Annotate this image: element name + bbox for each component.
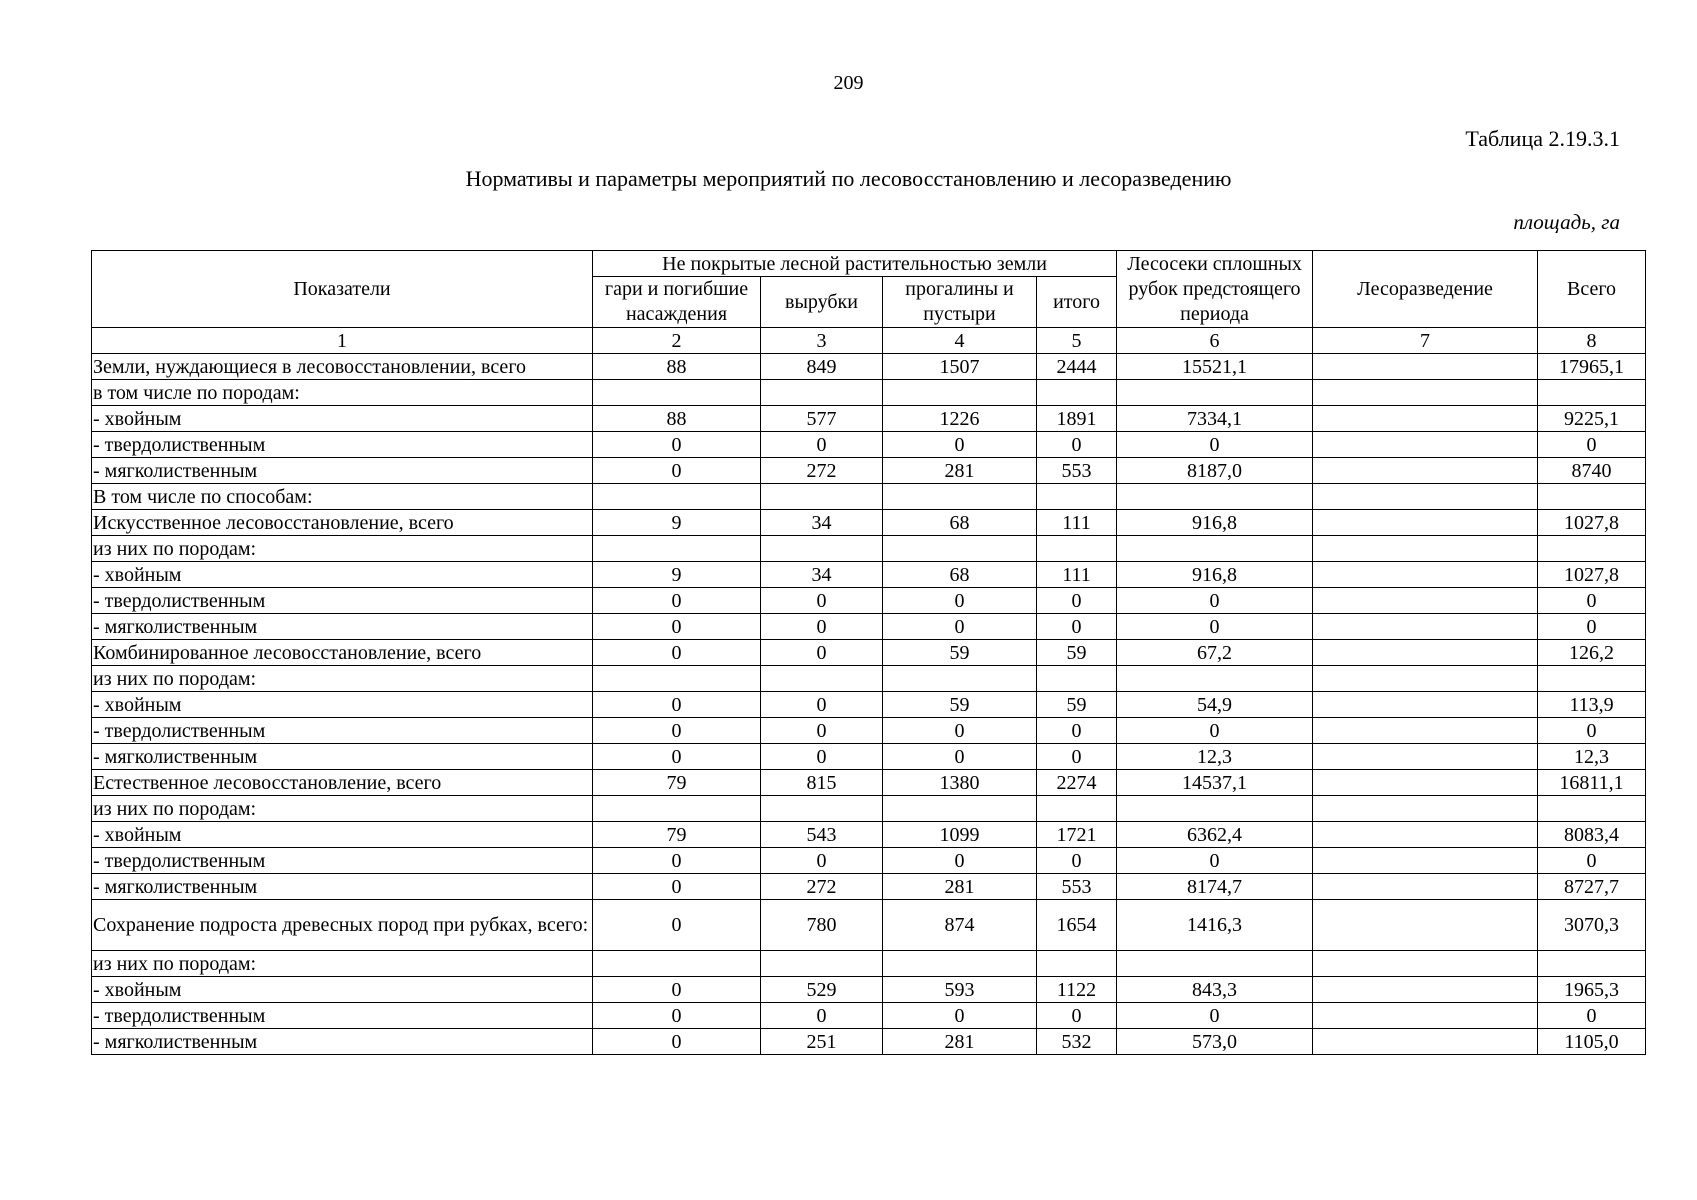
- row-label: Естественное лесовосстановление, всего: [92, 770, 593, 796]
- cell-c8: 0: [1538, 588, 1646, 614]
- cell-c2: 88: [593, 354, 761, 380]
- cell-c5: 553: [1037, 458, 1117, 484]
- cell-c7: [1313, 692, 1538, 718]
- table-row: [92, 874, 1646, 900]
- cell-c4: [883, 666, 1037, 692]
- table-reference: Таблица 2.19.3.1: [1465, 126, 1620, 151]
- cell-c8: 8740: [1538, 458, 1646, 484]
- cell-c5: 0: [1037, 1003, 1117, 1029]
- cell-c2: 0: [593, 692, 761, 718]
- cell-c6: 14537,1: [1117, 770, 1313, 796]
- cell-c7: [1313, 822, 1538, 848]
- cell-c8: 17965,1: [1538, 354, 1646, 380]
- row-label: Земли, нуждающиеся в лесовосстановлении, всего: [92, 354, 593, 380]
- cell-c4: 874: [883, 900, 1037, 951]
- cell-c2: [593, 796, 761, 822]
- cell-c2: 0: [593, 1029, 761, 1055]
- cell-c7: [1313, 951, 1538, 977]
- row-label: - твердолиственным: [92, 848, 593, 874]
- cell-c3: [761, 796, 883, 822]
- row-label: из них по породам:: [92, 951, 593, 977]
- cell-c3: 34: [761, 562, 883, 588]
- cell-c8: 3070,3: [1538, 900, 1646, 951]
- cell-c3: 543: [761, 822, 883, 848]
- cell-c3: 0: [761, 848, 883, 874]
- row-label: из них по породам:: [92, 796, 593, 822]
- column-number: 3: [761, 328, 883, 354]
- row-label: - хвойным: [92, 406, 593, 432]
- cell-c3: 272: [761, 874, 883, 900]
- cell-c5: [1037, 536, 1117, 562]
- cell-c4: 0: [883, 588, 1037, 614]
- cell-c4: 59: [883, 640, 1037, 666]
- cell-c7: [1313, 977, 1538, 1003]
- cell-c6: 916,8: [1117, 562, 1313, 588]
- cell-c7: [1313, 510, 1538, 536]
- cell-c4: 0: [883, 432, 1037, 458]
- cell-c5: [1037, 484, 1117, 510]
- cell-c7: [1313, 484, 1538, 510]
- cell-c8: 1965,3: [1538, 977, 1646, 1003]
- cell-c3: [761, 380, 883, 406]
- cell-c8: [1538, 484, 1646, 510]
- cell-c4: [883, 484, 1037, 510]
- cell-c3: [761, 951, 883, 977]
- row-label: - твердолиственным: [92, 432, 593, 458]
- cell-c6: [1117, 666, 1313, 692]
- cell-c6: 916,8: [1117, 510, 1313, 536]
- cell-c4: [883, 951, 1037, 977]
- cell-c3: 849: [761, 354, 883, 380]
- table-row: [92, 380, 1646, 406]
- cell-c7: [1313, 380, 1538, 406]
- row-label: Искусственное лесовосстановление, всего: [92, 510, 593, 536]
- cell-c4: 0: [883, 1003, 1037, 1029]
- cell-c4: 0: [883, 614, 1037, 640]
- table-row: [92, 588, 1646, 614]
- cell-c6: 8174,7: [1117, 874, 1313, 900]
- cell-c3: 815: [761, 770, 883, 796]
- column-number: 7: [1313, 328, 1538, 354]
- cell-c3: 272: [761, 458, 883, 484]
- cell-c6: 0: [1117, 432, 1313, 458]
- cell-c6: 1416,3: [1117, 900, 1313, 951]
- cell-c5: 0: [1037, 744, 1117, 770]
- table-row: [92, 510, 1646, 536]
- cell-c6: 6362,4: [1117, 822, 1313, 848]
- cell-c6: 0: [1117, 588, 1313, 614]
- cell-c3: 34: [761, 510, 883, 536]
- cell-c7: [1313, 666, 1538, 692]
- header-afforestation: Лесоразведение: [1313, 251, 1538, 328]
- column-number: 1: [92, 328, 593, 354]
- header-group-unforested: Не покрытые лесной растительностью земли: [593, 251, 1117, 277]
- cell-c8: 0: [1538, 432, 1646, 458]
- cell-c7: [1313, 458, 1538, 484]
- row-label: Комбинированное лесовосстановление, всего: [92, 640, 593, 666]
- column-number: 8: [1538, 328, 1646, 354]
- cell-c6: [1117, 796, 1313, 822]
- table-row: [92, 458, 1646, 484]
- cell-c5: 0: [1037, 848, 1117, 874]
- cell-c5: 553: [1037, 874, 1117, 900]
- cell-c8: 8727,7: [1538, 874, 1646, 900]
- cell-c5: 111: [1037, 510, 1117, 536]
- cell-c7: [1313, 354, 1538, 380]
- cell-c5: 1721: [1037, 822, 1117, 848]
- cell-c5: 0: [1037, 718, 1117, 744]
- cell-c7: [1313, 1003, 1538, 1029]
- cell-c2: 0: [593, 1003, 761, 1029]
- cell-c7: [1313, 770, 1538, 796]
- cell-c4: 1226: [883, 406, 1037, 432]
- cell-c4: 0: [883, 718, 1037, 744]
- column-number: 6: [1117, 328, 1313, 354]
- cell-c3: [761, 536, 883, 562]
- cell-c8: [1538, 951, 1646, 977]
- cell-c4: [883, 380, 1037, 406]
- cell-c5: 59: [1037, 692, 1117, 718]
- column-number: 5: [1037, 328, 1117, 354]
- cell-c8: 0: [1538, 614, 1646, 640]
- row-label: В том числе по способам:: [92, 484, 593, 510]
- table-row: [92, 900, 1646, 951]
- table-row: [92, 796, 1646, 822]
- cell-c6: 8187,0: [1117, 458, 1313, 484]
- cell-c7: [1313, 1029, 1538, 1055]
- header-burned: гари и погибшие насаждения: [593, 277, 761, 328]
- cell-c8: 1027,8: [1538, 510, 1646, 536]
- row-label: - твердолиственным: [92, 718, 593, 744]
- header-cutting-areas: Лесосеки сплошных рубок предстоящего периода: [1117, 251, 1313, 328]
- cell-c8: 16811,1: [1538, 770, 1646, 796]
- table-row: [92, 562, 1646, 588]
- cell-c7: [1313, 848, 1538, 874]
- cell-c3: 529: [761, 977, 883, 1003]
- table-body: [92, 354, 1646, 1055]
- row-label: - хвойным: [92, 822, 593, 848]
- cell-c8: 0: [1538, 718, 1646, 744]
- table-row: [92, 406, 1646, 432]
- row-label: - мягколиственным: [92, 874, 593, 900]
- cell-c4: [883, 796, 1037, 822]
- cell-c8: 1105,0: [1538, 1029, 1646, 1055]
- cell-c4: 1507: [883, 354, 1037, 380]
- cell-c2: [593, 484, 761, 510]
- cell-c4: 281: [883, 874, 1037, 900]
- cell-c2: 0: [593, 874, 761, 900]
- cell-c7: [1313, 900, 1538, 951]
- cell-c5: [1037, 380, 1117, 406]
- row-label: - мягколиственным: [92, 614, 593, 640]
- cell-c3: 0: [761, 1003, 883, 1029]
- cell-c5: 0: [1037, 588, 1117, 614]
- cell-c7: [1313, 614, 1538, 640]
- cell-c2: 79: [593, 770, 761, 796]
- cell-c4: 1380: [883, 770, 1037, 796]
- cell-c7: [1313, 874, 1538, 900]
- cell-c4: 0: [883, 848, 1037, 874]
- table-row: [92, 692, 1646, 718]
- cell-c3: 251: [761, 1029, 883, 1055]
- header-clearcuts: вырубки: [761, 277, 883, 328]
- cell-c4: [883, 536, 1037, 562]
- cell-c7: [1313, 588, 1538, 614]
- cell-c8: 12,3: [1538, 744, 1646, 770]
- cell-c3: 0: [761, 432, 883, 458]
- cell-c4: 68: [883, 562, 1037, 588]
- cell-c6: 0: [1117, 718, 1313, 744]
- cell-c8: [1538, 536, 1646, 562]
- cell-c6: [1117, 380, 1313, 406]
- cell-c3: 0: [761, 718, 883, 744]
- cell-c2: 0: [593, 640, 761, 666]
- table-row: [92, 848, 1646, 874]
- cell-c4: 281: [883, 1029, 1037, 1055]
- cell-c2: 9: [593, 562, 761, 588]
- document-title: Нормативы и параметры мероприятий по лесовосстановлению и лесоразведению: [465, 166, 1232, 191]
- row-label: - хвойным: [92, 562, 593, 588]
- cell-c5: 2444: [1037, 354, 1117, 380]
- header-indicators: Показатели: [92, 251, 593, 328]
- table-row: [92, 536, 1646, 562]
- cell-c2: 0: [593, 718, 761, 744]
- cell-c7: [1313, 406, 1538, 432]
- cell-c6: 0: [1117, 1003, 1313, 1029]
- cell-c8: 113,9: [1538, 692, 1646, 718]
- cell-c2: 0: [593, 900, 761, 951]
- row-label: из них по породам:: [92, 666, 593, 692]
- cell-c7: [1313, 744, 1538, 770]
- header-glades: прогалины и пустыри: [883, 277, 1037, 328]
- table-row: [92, 1003, 1646, 1029]
- cell-c5: 1654: [1037, 900, 1117, 951]
- row-label: в том числе по породам:: [92, 380, 593, 406]
- cell-c6: [1117, 536, 1313, 562]
- table-row: [92, 432, 1646, 458]
- cell-c2: [593, 951, 761, 977]
- cell-c2: 9: [593, 510, 761, 536]
- cell-c2: [593, 536, 761, 562]
- cell-c3: 0: [761, 614, 883, 640]
- cell-c4: 68: [883, 510, 1037, 536]
- cell-c2: 0: [593, 432, 761, 458]
- cell-c6: 573,0: [1117, 1029, 1313, 1055]
- cell-c7: [1313, 796, 1538, 822]
- cell-c2: 0: [593, 848, 761, 874]
- cell-c2: 88: [593, 406, 761, 432]
- measures-table: [91, 250, 1646, 1055]
- cell-c4: 59: [883, 692, 1037, 718]
- cell-c7: [1313, 718, 1538, 744]
- header-total: Всего: [1538, 251, 1646, 328]
- row-label: - твердолиственным: [92, 1003, 593, 1029]
- table-row: [92, 951, 1646, 977]
- table-header: [92, 251, 1646, 354]
- cell-c2: 0: [593, 458, 761, 484]
- column-number: 2: [593, 328, 761, 354]
- cell-c3: 0: [761, 744, 883, 770]
- row-label: - хвойным: [92, 692, 593, 718]
- cell-c2: 79: [593, 822, 761, 848]
- table-row: [92, 977, 1646, 1003]
- cell-c5: 111: [1037, 562, 1117, 588]
- cell-c6: 7334,1: [1117, 406, 1313, 432]
- cell-c2: 0: [593, 977, 761, 1003]
- cell-c3: [761, 484, 883, 510]
- cell-c3: 577: [761, 406, 883, 432]
- cell-c5: [1037, 666, 1117, 692]
- cell-c3: 0: [761, 588, 883, 614]
- cell-c2: [593, 380, 761, 406]
- row-label: из них по породам:: [92, 536, 593, 562]
- cell-c6: 0: [1117, 848, 1313, 874]
- cell-c2: [593, 666, 761, 692]
- cell-c3: 0: [761, 692, 883, 718]
- cell-c3: 780: [761, 900, 883, 951]
- cell-c4: 281: [883, 458, 1037, 484]
- cell-c3: [761, 666, 883, 692]
- row-label: - мягколиственным: [92, 1029, 593, 1055]
- cell-c8: [1538, 796, 1646, 822]
- cell-c5: 0: [1037, 614, 1117, 640]
- cell-c7: [1313, 562, 1538, 588]
- cell-c6: 67,2: [1117, 640, 1313, 666]
- cell-c6: 0: [1117, 614, 1313, 640]
- table-row: [92, 484, 1646, 510]
- cell-c8: 8083,4: [1538, 822, 1646, 848]
- cell-c6: [1117, 951, 1313, 977]
- cell-c6: 54,9: [1117, 692, 1313, 718]
- cell-c8: [1538, 380, 1646, 406]
- cell-c2: 0: [593, 588, 761, 614]
- cell-c5: 1122: [1037, 977, 1117, 1003]
- cell-c5: [1037, 796, 1117, 822]
- cell-c7: [1313, 640, 1538, 666]
- cell-c7: [1313, 432, 1538, 458]
- cell-c8: 0: [1538, 848, 1646, 874]
- cell-c7: [1313, 536, 1538, 562]
- table-row: [92, 1029, 1646, 1055]
- header-subtotal: итого: [1037, 277, 1117, 328]
- cell-c5: 1891: [1037, 406, 1117, 432]
- cell-c6: [1117, 484, 1313, 510]
- cell-c5: [1037, 951, 1117, 977]
- table-row: [92, 614, 1646, 640]
- cell-c4: 593: [883, 977, 1037, 1003]
- table-row: [92, 822, 1646, 848]
- page-number: 209: [833, 72, 864, 94]
- cell-c6: 843,3: [1117, 977, 1313, 1003]
- table-row: [92, 354, 1646, 380]
- unit-label: площадь, га: [1513, 210, 1620, 234]
- table-row: [92, 744, 1646, 770]
- cell-c3: 0: [761, 640, 883, 666]
- column-number: 4: [883, 328, 1037, 354]
- cell-c5: 2274: [1037, 770, 1117, 796]
- cell-c2: 0: [593, 744, 761, 770]
- cell-c8: 0: [1538, 1003, 1646, 1029]
- cell-c6: 12,3: [1117, 744, 1313, 770]
- cell-c8: 1027,8: [1538, 562, 1646, 588]
- row-label: - твердолиственным: [92, 588, 593, 614]
- row-label: - мягколиственным: [92, 458, 593, 484]
- cell-c8: [1538, 666, 1646, 692]
- table-row: [92, 666, 1646, 692]
- row-label: Сохранение подроста древесных пород при рубках, всего:: [92, 900, 593, 951]
- cell-c5: 0: [1037, 432, 1117, 458]
- table-row: [92, 770, 1646, 796]
- column-numbers-row: [92, 328, 1646, 354]
- cell-c4: 1099: [883, 822, 1037, 848]
- cell-c6: 15521,1: [1117, 354, 1313, 380]
- cell-c5: 532: [1037, 1029, 1117, 1055]
- cell-c2: 0: [593, 614, 761, 640]
- table-row: [92, 640, 1646, 666]
- cell-c8: 126,2: [1538, 640, 1646, 666]
- cell-c4: 0: [883, 744, 1037, 770]
- cell-c5: 59: [1037, 640, 1117, 666]
- row-label: - хвойным: [92, 977, 593, 1003]
- table-row: [92, 718, 1646, 744]
- row-label: - мягколиственным: [92, 744, 593, 770]
- cell-c8: 9225,1: [1538, 406, 1646, 432]
